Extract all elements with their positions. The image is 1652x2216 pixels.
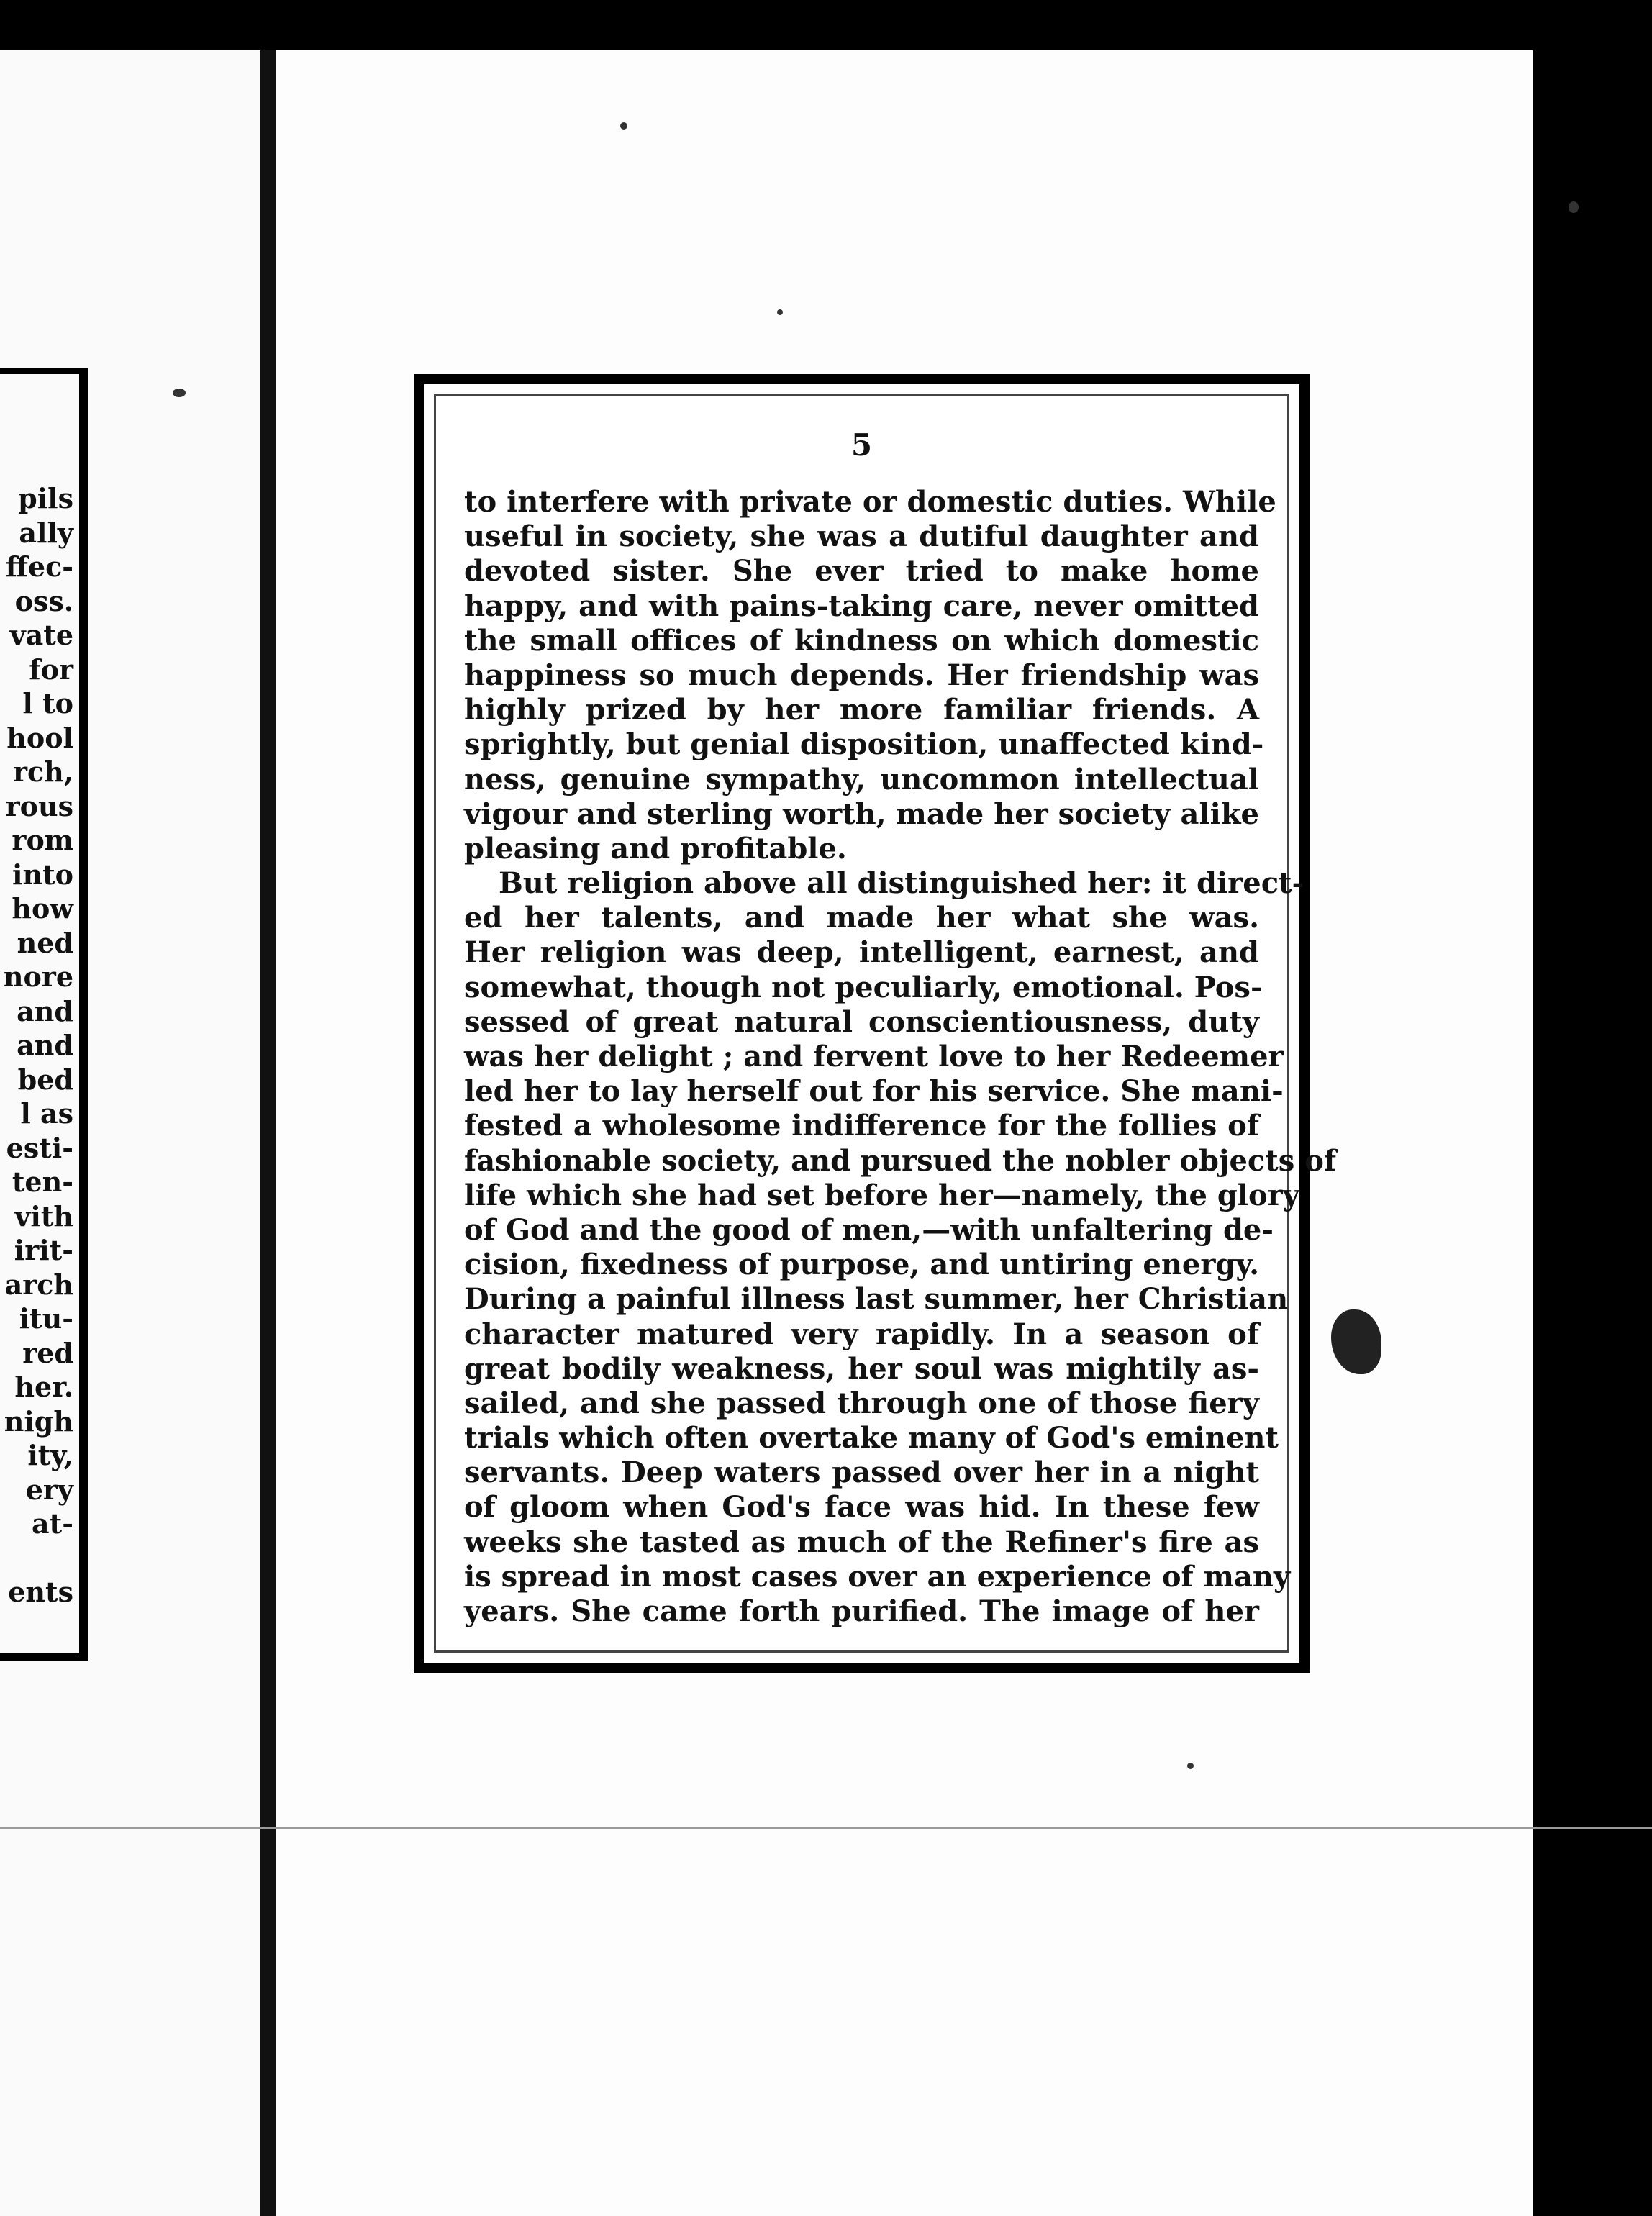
previous-page-line-fragment: ity, — [27, 1439, 73, 1471]
previous-page-line-fragment: nigh — [4, 1404, 73, 1438]
previous-page-line-fragment: rch, — [12, 755, 73, 788]
previous-page-line-fragment: rom — [12, 824, 73, 856]
text-line: of gloom when God's face was hid. In these few — [464, 1490, 1259, 1525]
previous-page-line-fragment: irit- — [14, 1234, 73, 1266]
previous-page-line-fragment: red — [22, 1336, 73, 1369]
text-line: of God and the good of men,—with unfaltering de- — [464, 1212, 1274, 1247]
text-line: sailed, and she passed through one of those fiery — [464, 1386, 1259, 1420]
text-line: character matured very rapidly. In a season of — [464, 1317, 1259, 1351]
previous-page-line-fragment: esti- — [6, 1131, 73, 1164]
text-line: the small offices of kindness on which domestic — [464, 623, 1259, 658]
text-line: servants. Deep waters passed over her in a night — [464, 1456, 1259, 1490]
previous-page-line-fragment: at- — [32, 1507, 73, 1540]
dust-speck — [1569, 201, 1579, 213]
text-line: highly prized by her more familiar friends. A — [464, 693, 1259, 727]
previous-page-line-fragment: her. — [14, 1371, 73, 1403]
text-line: weeks she tasted as much of the Refiner's fire as — [464, 1525, 1259, 1559]
previous-page-line-fragment: into — [12, 858, 73, 891]
text-line: was her delight ; and fervent love to her Redeemer — [464, 1040, 1284, 1073]
dust-speck — [1187, 1763, 1194, 1769]
previous-page-line-fragment: rous — [5, 789, 73, 822]
page-number: 5 — [850, 427, 873, 463]
previous-page-line-fragment: ffec- — [5, 550, 73, 583]
text-line: years. She came forth purified. The image of her — [464, 1594, 1259, 1628]
text-line: But religion above all distinguished her: it direct- — [499, 866, 1304, 901]
previous-page-frame — [0, 368, 88, 1661]
text-line: sessed of great natural conscientiousness, duty — [464, 1004, 1259, 1039]
text-line: devoted sister. She ever tried to make home — [464, 554, 1259, 589]
previous-page-line-fragment: hool — [6, 721, 73, 754]
text-line: to interfere with private or domestic duties. While — [464, 485, 1276, 519]
text-line: vigour and sterling worth, made her society alike — [464, 796, 1259, 831]
previous-page-line-fragment: ten- — [12, 1166, 73, 1198]
text-line: pleasing and profitable. — [464, 831, 847, 866]
previous-page-line-fragment: ned — [17, 926, 73, 959]
text-line: useful in society, she was a dutiful daughter and — [464, 519, 1259, 554]
previous-page-line-fragment: vith — [14, 1199, 73, 1232]
previous-page-line-fragment: bed — [17, 1063, 73, 1096]
scan-fold-line — [0, 1827, 1652, 1829]
dust-speck — [620, 122, 627, 130]
text-line: ed her talents, and made her what she was. — [464, 901, 1259, 935]
text-line: cision, fixedness of purpose, and untiring energy. — [464, 1248, 1259, 1282]
text-line: ness, genuine sympathy, uncommon intellectual — [464, 762, 1259, 796]
text-line: happiness so much depends. Her friendship was — [464, 658, 1259, 692]
previous-page-line-fragment: itu- — [19, 1302, 73, 1335]
text-line: is spread in most cases over an experience of many — [464, 1559, 1291, 1594]
scan-edge-shadow — [1533, 50, 1652, 2216]
text-line: trials which often overtake many of God's eminent — [464, 1421, 1279, 1456]
text-line: Her religion was deep, intelligent, earnest, and — [464, 935, 1259, 970]
text-line: fashionable society, and pursued the nobler objects of — [464, 1143, 1337, 1178]
text-line: happy, and with pains-taking care, never omitted — [464, 589, 1259, 623]
previous-page-line-fragment: vate — [9, 619, 73, 651]
previous-page-line-fragment: pils — [18, 482, 73, 514]
text-line: sprightly, but genial disposition, unaffected kind- — [464, 727, 1264, 762]
text-line: fested a wholesome indifference for the follies of — [464, 1109, 1259, 1143]
previous-page-line-fragment: for — [29, 653, 73, 686]
previous-page-line-fragment: ery — [25, 1473, 73, 1506]
previous-page-line-fragment: l to — [22, 687, 73, 719]
dust-speck — [173, 389, 186, 397]
previous-page-line-fragment: nore — [3, 961, 73, 993]
previous-page-line-fragment: oss. — [14, 584, 73, 617]
text-line: life which she had set before her—namely, the glory — [464, 1178, 1299, 1212]
previous-page-line-fragment: arch — [4, 1268, 73, 1301]
dust-speck — [777, 309, 783, 315]
previous-page-line-fragment: ally — [19, 516, 73, 549]
previous-page-line-fragment: and — [17, 994, 73, 1027]
text-line: led her to lay herself out for his service. She mani- — [464, 1074, 1284, 1109]
page-frame — [414, 374, 1337, 1673]
text-line: During a painful illness last summer, her Christian — [464, 1282, 1289, 1317]
previous-page-line-fragment: ents — [8, 1576, 73, 1608]
text-line: great bodily weakness, her soul was mightily as- — [464, 1351, 1259, 1386]
text-line: somewhat, though not peculiarly, emotional. Pos- — [464, 970, 1263, 1004]
previous-page-line-fragment: l as — [20, 1097, 73, 1130]
body-text — [464, 485, 1337, 1629]
book-gutter — [260, 50, 276, 2216]
previous-page-line-fragment: how — [12, 892, 73, 925]
previous-page-line-fragment: and — [17, 1029, 73, 1061]
